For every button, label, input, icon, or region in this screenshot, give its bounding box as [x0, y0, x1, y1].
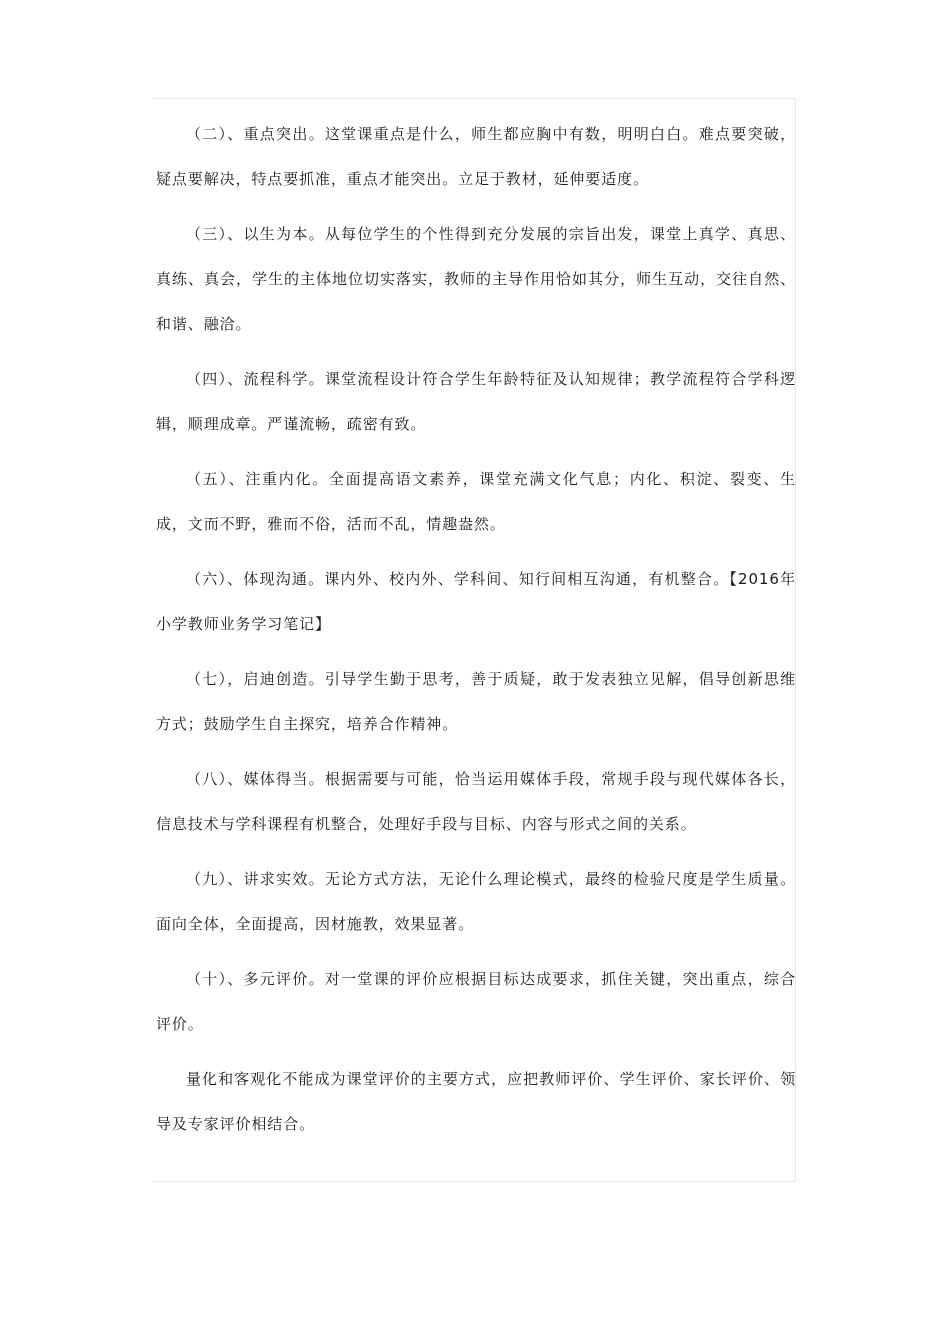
paragraph-conclusion: 量化和客观化不能成为课堂评价的主要方式，应把教师评价、学生评价、家长评价、领导及专家评价相结合。 [156, 1070, 796, 1133]
paragraph-8: （八）、媒体得当。根据需要与可能，恰当运用媒体手段，常规手段与现代媒体各长，信息技术与学科课程有机整合，处理好手段与目标、内容与形式之间的关系。 [156, 770, 796, 833]
paragraph-3: （三）、以生为本。从每位学生的个性得到充分发展的宗旨出发，课堂上真学、真思、真练、真会，学生的主体地位切实落实，教师的主导作用恰如其分，师生互动，交往自然、和谐、融洽。 [156, 225, 796, 333]
paragraph-6: （六）、体现沟通。课内外、校内外、学科间、知行间相互沟通，有机整合。【2016年小学教师业务学习笔记】 [156, 570, 796, 633]
paragraph-4: （四）、流程科学。课堂流程设计符合学生年龄特征及认知规律；教学流程符合学科逻辑，顺理成章。严谨流畅，疏密有致。 [156, 370, 796, 433]
paragraph-7: （七），启迪创造。引导学生勤于思考，善于质疑，敢于发表独立见解，倡导创新思维方式；鼓励学生自主探究，培养合作精神。 [156, 670, 796, 733]
paragraph-9: （九）、讲求实效。无论方式方法，无论什么理论模式，最终的检验尺度是学生质量。面向全体，全面提高，因材施教，效果显著。 [156, 870, 796, 933]
paragraph-5: （五）、注重内化。全面提高语文素养，课堂充满文化气息；内化、积淀、裂变、生成，文而不野，雅而不俗，活而不乱，情趣盎然。 [156, 470, 796, 533]
paragraph-10: （十）、多元评价。对一堂课的评价应根据目标达成要求，抓住关键，突出重点，综合评价。 [156, 970, 796, 1033]
document-body [156, 112, 796, 1157]
paragraph-2: （二）、重点突出。这堂课重点是什么，师生都应胸中有数，明明白白。难点要突破，疑点要解决，特点要抓准，重点才能突出。立足于教材，延伸要适度。 [156, 125, 796, 188]
